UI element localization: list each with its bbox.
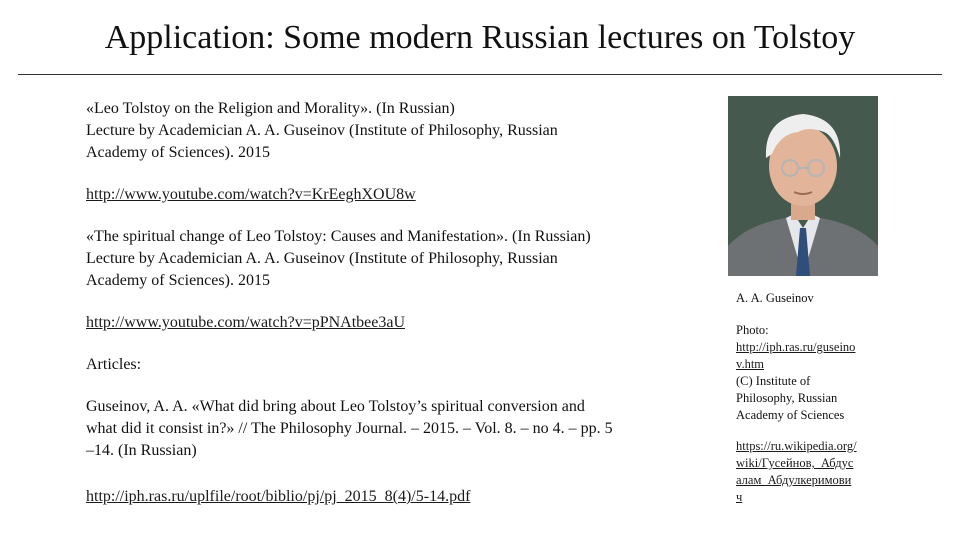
photo-credit bbox=[736, 322, 855, 424]
article-citation-line-1: Guseinov, A. A. «What did bring about Leo Tolstoy’s spiritual conversion and bbox=[86, 398, 585, 415]
lecture-1 bbox=[86, 98, 686, 164]
wiki-link-cont-1[interactable]: wiki/Гусейнов,_Абдус bbox=[736, 456, 854, 470]
article-pdf-link[interactable]: http://iph.ras.ru/uplfile/root/biblio/pj/pj_2015_8(4)/5-14.pdf bbox=[86, 488, 471, 505]
article-citation bbox=[86, 396, 686, 462]
credit-line-2: Philosophy, Russian bbox=[736, 391, 838, 405]
lecture-1-title: «Leo Tolstoy on the Religion and Morality». (In Russian) bbox=[86, 100, 455, 117]
guseinov-photo bbox=[728, 96, 878, 276]
wiki-link-cont-3[interactable]: ч bbox=[736, 490, 743, 504]
lecture-2-title: «The spiritual change of Leo Tolstoy: Causes and Manifestation». (In Russian) bbox=[86, 228, 591, 245]
lecture-2-link[interactable]: http://www.youtube.com/watch?v=pPNAtbee3aU bbox=[86, 314, 406, 331]
lecture-1-year: Academy of Sciences). 2015 bbox=[86, 144, 270, 161]
wiki-link-cont-2[interactable]: алам_Абдулкеримови bbox=[736, 473, 852, 487]
slide-title: Application: Some modern Russian lectures on Tolstoy bbox=[104, 19, 856, 56]
lecture-1-author: Lecture by Academician A. A. Guseinov (Institute of Philosophy, Russian bbox=[86, 122, 558, 139]
main-content bbox=[86, 98, 686, 508]
credit-line-3: Academy of Sciences bbox=[736, 408, 845, 422]
wiki-link[interactable]: https://ru.wikipedia.org/ bbox=[736, 439, 857, 453]
lecture-2 bbox=[86, 226, 686, 292]
article-citation-line-2: what did it consist in?» // The Philosophy Journal. – 2015. – Vol. 8. – no 4. – pp. 5 bbox=[86, 420, 613, 437]
photo-caption: A. A. Guseinov bbox=[736, 291, 814, 305]
photo-source-link[interactable]: http://iph.ras.ru/guseino bbox=[736, 340, 856, 354]
articles-heading: Articles: bbox=[86, 356, 142, 373]
lecture-1-link[interactable]: http://www.youtube.com/watch?v=KrEeghXOU8w bbox=[86, 186, 416, 203]
lecture-2-year: Academy of Sciences). 2015 bbox=[86, 272, 270, 289]
photo-source-link-cont[interactable]: v.htm bbox=[736, 357, 765, 371]
credit-line-1: (C) Institute of bbox=[736, 374, 811, 388]
article-citation-line-3: –14. (In Russian) bbox=[86, 442, 197, 459]
photo-label: Photo: bbox=[736, 323, 769, 337]
wiki-link-block bbox=[736, 438, 857, 506]
lecture-2-author: Lecture by Academician A. A. Guseinov (Institute of Philosophy, Russian bbox=[86, 250, 558, 267]
title-divider bbox=[18, 74, 942, 75]
